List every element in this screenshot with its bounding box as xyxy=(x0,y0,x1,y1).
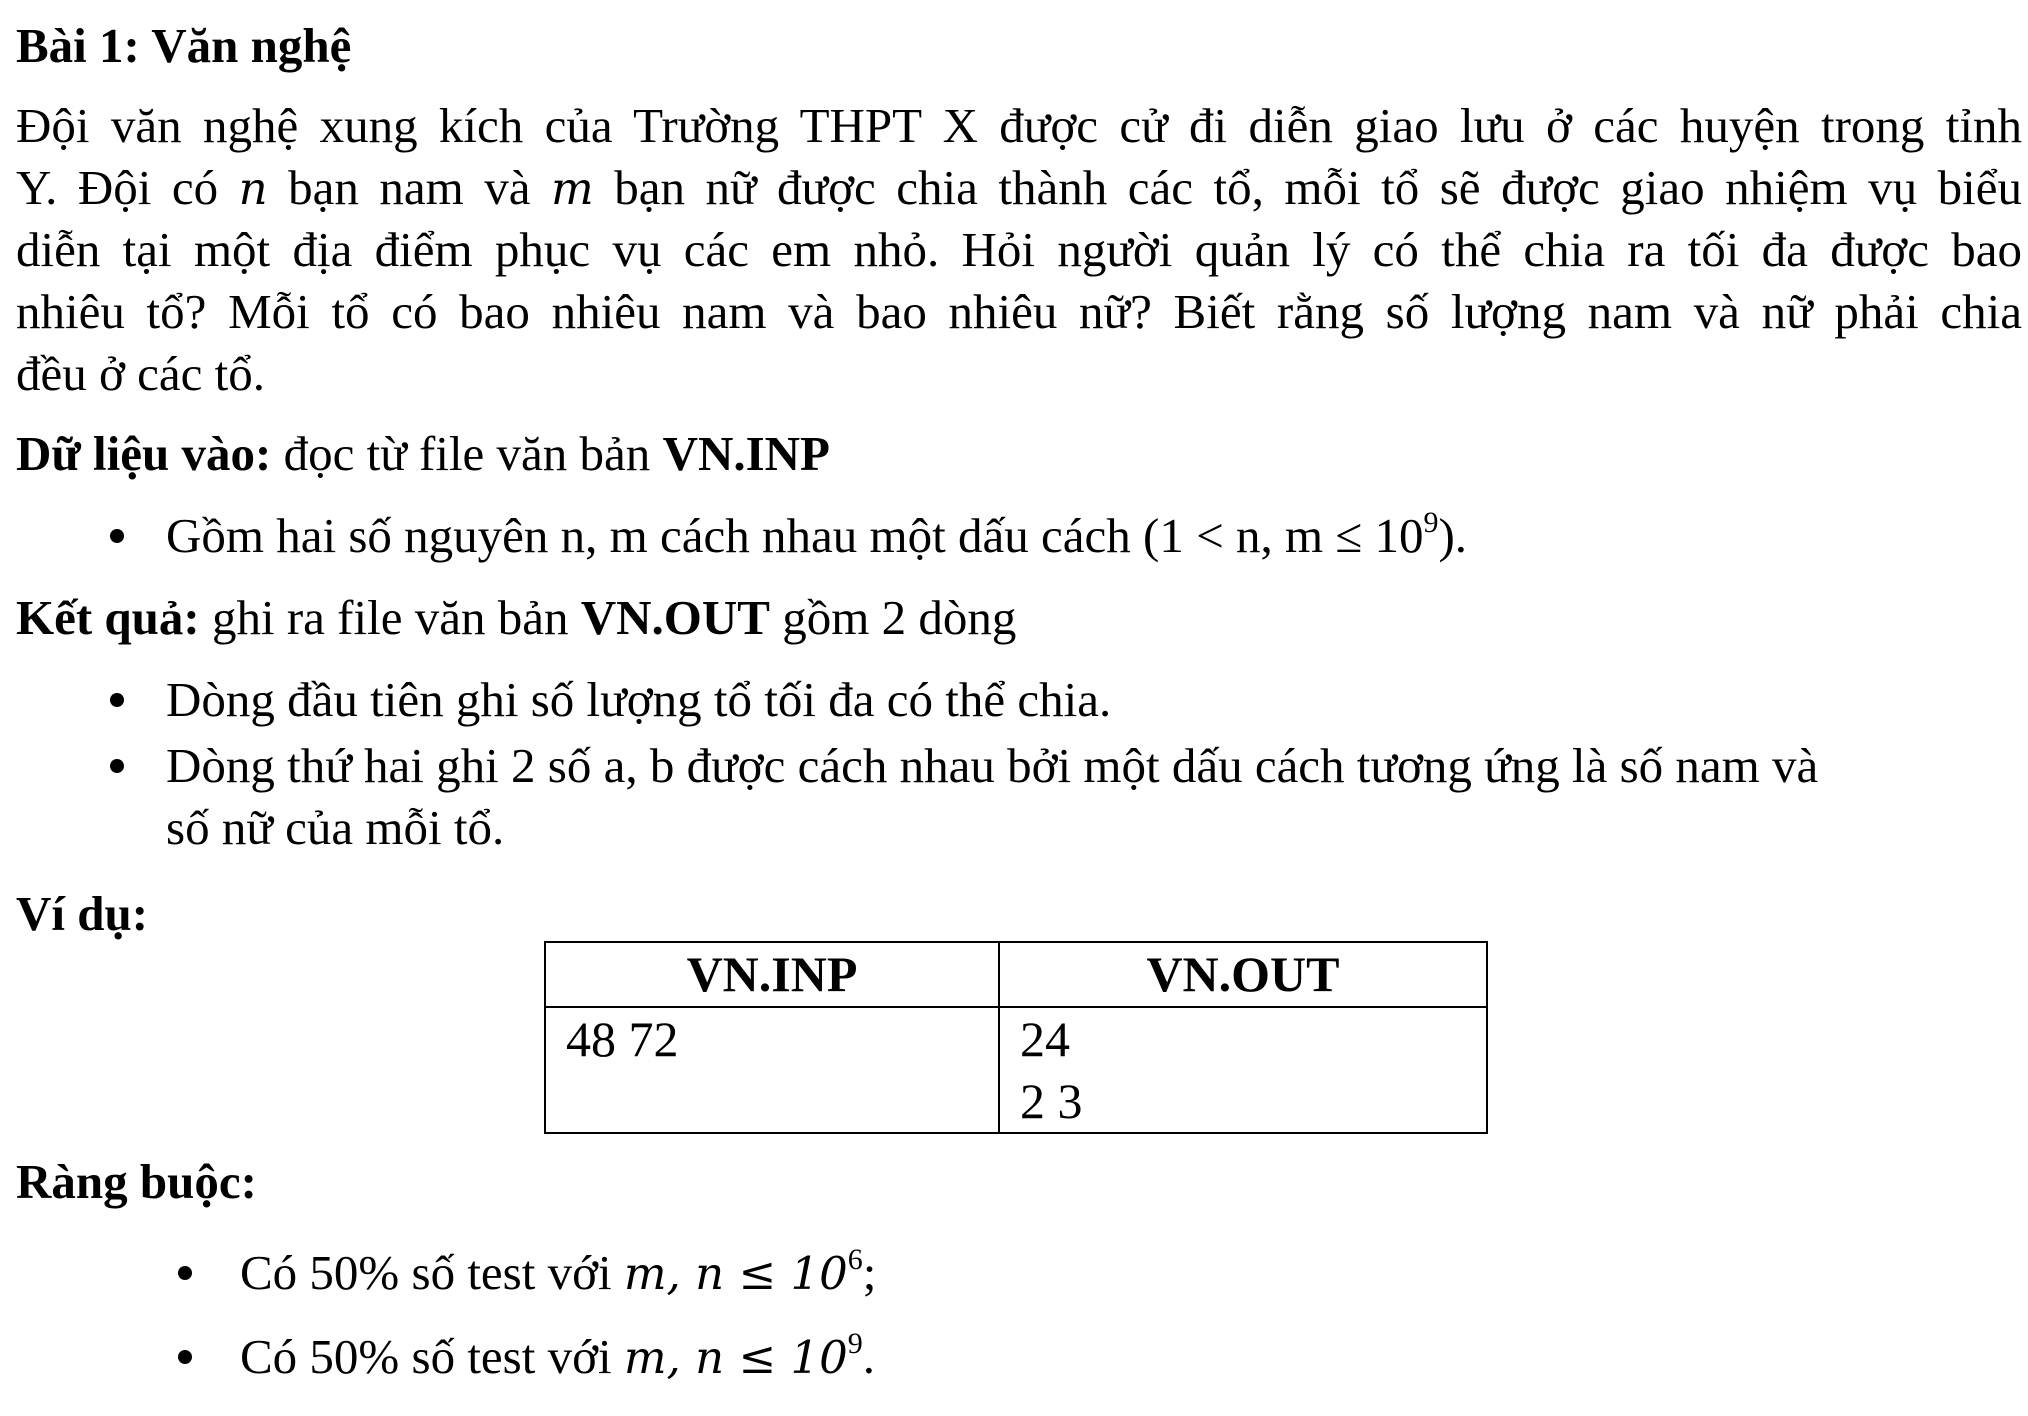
bullet-dot xyxy=(110,759,124,773)
constraint-item-2 xyxy=(240,1327,875,1394)
intro-line-4: nhiêu tổ? Mỗi tổ có bao nhiêu nam và bao nhiêu nữ? Biết rằng số lượng nam và nữ phải chia xyxy=(16,284,2022,339)
output-line: 24 xyxy=(1020,1011,1070,1067)
table-header-output: VN.OUT xyxy=(999,942,1487,1007)
input-file: VN.INP xyxy=(662,426,830,481)
table-cell-input xyxy=(545,1007,999,1133)
input-bullet-math-end: ). xyxy=(1438,508,1468,563)
constraint-exp: 6 xyxy=(847,1243,863,1276)
input-bullet xyxy=(166,506,1467,573)
bullet-dot xyxy=(178,1350,192,1364)
intro-line-2a: Y. Đội có xyxy=(16,160,219,215)
output-bullet-1: Dòng đầu tiên ghi số lượng tổ tối đa có thể chia. xyxy=(166,672,1112,727)
constraint-math: m, n ≤ 10 xyxy=(623,1331,848,1384)
input-bullet-exp: 9 xyxy=(1423,506,1439,539)
intro-line-2 xyxy=(16,158,2022,219)
intro-line-2c: bạn nữ được chia thành các tổ, mỗi tổ sẽ được giao nhiệm vụ biểu xyxy=(614,160,2023,215)
problem-title: Bài 1: Văn nghệ xyxy=(16,18,352,73)
bullet-dot xyxy=(178,1266,192,1280)
input-bullet-math: (1 < n, m ≤ 10 xyxy=(1143,508,1424,563)
input-bullet-text: Gồm hai số nguyên n, m cách nhau một dấu cách xyxy=(166,508,1144,563)
input-text: đọc từ file văn bản xyxy=(271,426,663,481)
example-table xyxy=(544,941,1488,1134)
example-label: Ví dụ: xyxy=(16,886,149,941)
output-heading xyxy=(16,588,1016,648)
output-text-2: gồm 2 dòng xyxy=(769,590,1017,645)
output-line: 2 3 xyxy=(1020,1073,1083,1129)
constraint-item-1 xyxy=(240,1243,876,1310)
table-header-row xyxy=(545,942,1487,1007)
constraints-label: Ràng buộc: xyxy=(16,1154,257,1209)
var-n: n xyxy=(238,162,268,215)
input-line: 48 72 xyxy=(566,1011,679,1067)
constraint-text: Có 50% số test với xyxy=(240,1245,624,1300)
output-bullet-2-line-1: Dòng thứ hai ghi 2 số a, b được cách nhau bởi một dấu cách tương ứng là số nam và xyxy=(166,738,1819,793)
output-bullet-2-line-2: số nữ của mỗi tổ. xyxy=(166,800,505,855)
output-text: ghi ra file văn bản xyxy=(199,590,581,645)
constraint-text: Có 50% số test với xyxy=(240,1329,624,1384)
var-m: m xyxy=(551,162,594,215)
output-file: VN.OUT xyxy=(580,590,770,645)
input-label: Dữ liệu vào: xyxy=(16,426,272,481)
table-header-input: VN.INP xyxy=(545,942,999,1007)
bullet-dot xyxy=(110,693,124,707)
constraint-end: . xyxy=(862,1329,875,1384)
constraint-end: ; xyxy=(862,1245,877,1300)
intro-line-2b: bạn nam và xyxy=(288,160,531,215)
intro-line-1: Đội văn nghệ xung kích của Trường THPT X được cử đi diễn giao lưu ở các huyện trong tỉnh xyxy=(16,98,2022,153)
input-heading xyxy=(16,424,830,484)
table-cell-output xyxy=(999,1007,1487,1133)
table-row xyxy=(545,1007,1487,1133)
intro-line-5: đều ở các tổ. xyxy=(16,346,266,401)
output-label: Kết quả: xyxy=(16,590,200,645)
constraint-exp: 9 xyxy=(847,1327,863,1360)
bullet-dot xyxy=(110,529,124,543)
constraint-math: m, n ≤ 10 xyxy=(623,1247,848,1300)
intro-line-3: diễn tại một địa điểm phục vụ các em nhỏ. Hỏi người quản lý có thể chia ra tối đa được bao xyxy=(16,222,2022,277)
